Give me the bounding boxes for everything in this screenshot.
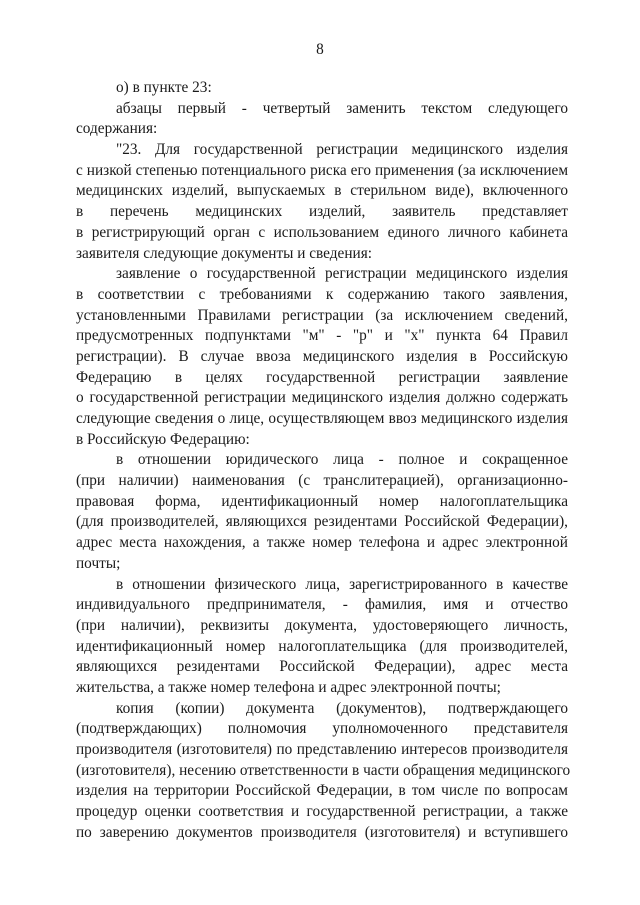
text-line: Федерацию в целях государственной регистрации заявление [76,368,568,386]
text-line: идентификационный номер налогоплательщика (для производителей, [76,637,568,655]
paragraph-item-o [76,78,568,99]
text-line: в Российскую Федерацию: [76,430,250,448]
text-line: в перечень медицинских изделий, заявитель представляет [76,203,568,221]
text-line: регистрации). В случае ввоза медицинского изделия в Российскую [76,347,568,365]
text-line: "23. Для государственной регистрации медицинского изделия [116,141,568,159]
text-line: заявление о государственной регистрации медицинского изделия [116,265,568,283]
text-line: с низкой степенью потенциального риска его применения (за исключением [76,161,568,179]
text-line: производителя (изготовителя) по представлению интересов производителя [76,741,568,758]
text-line: (при наличии), реквизиты документа, удостоверяющего личность, [76,616,568,634]
text-line: содержания: [76,120,158,138]
text-line: в регистрирующий орган с использованием единого личного кабинета [76,223,568,241]
text-line: о государственной регистрации медицинского изделия должно содержать [76,389,568,407]
text-line: (для производителей, являющихся резидентами Российской Федерации), [76,513,568,531]
paragraph-legal-entity [76,450,568,574]
paragraph-point-23 [76,140,568,264]
text-line: процедур оценки соответствия и государственной регистрации, а также [76,803,568,821]
page-number: 8 [316,41,324,58]
text-line: адрес места нахождения, а также номер телефона и адрес электронной [76,534,568,552]
text-line: по заверению документов производителя (изготовителя) и вступившего [76,823,568,841]
text-line: копия (копии) документа (документов), подтверждающего [116,699,568,717]
paragraph-individual [76,575,568,699]
text-line: о) в пункте 23: [116,79,212,96]
text-line: в соответствии с требованиями к содержанию такого заявления, [76,285,568,303]
text-line: (при наличии) наименования (с транслитерацией), организационно- [76,472,568,490]
text-line: абзацы первый - четвертый заменить текстом следующего [116,99,568,117]
document-body [76,78,571,843]
paragraph-replace-instruction [76,99,568,140]
text-line: жительства, а также номер телефона и адрес электронной почты; [76,678,501,696]
text-line: установленными Правилами регистрации (за исключением сведений, [76,306,568,324]
text-line: являющихся резидентами Российской Федерации), адрес места [76,658,568,676]
text-line: заявителя следующие документы и сведения: [76,244,372,262]
paragraph-application [76,264,568,450]
text-line: в отношении юридического лица - полное и сокращенное [116,451,568,469]
text-line: в отношении физического лица, зарегистрированного в качестве [116,575,568,593]
text-line: индивидуального предпринимателя, - фамилия, имя и отчество [76,596,568,614]
text-line: изделия на территории Российской Федерации, в том числе по вопросам [76,782,568,800]
text-line: предусмотренных подпунктами "м" - "р" и "х" пункта 64 Правил [76,327,568,345]
text-line: медицинских изделий, выпускаемых в стерильном виде), включенного [76,182,568,200]
text-line: (изготовителя), несению ответственности в части обращения медицинского [76,761,571,779]
text-line: почты; [76,554,121,572]
text-line: (подтверждающих) полномочия уполномоченного представителя [76,720,568,738]
text-line: следующие сведения о лице, осуществляющем ввоз медицинского изделия [76,410,568,427]
text-line: правовая форма, идентификационный номер налогоплательщика [76,492,568,510]
paragraph-document-copy [76,699,571,844]
